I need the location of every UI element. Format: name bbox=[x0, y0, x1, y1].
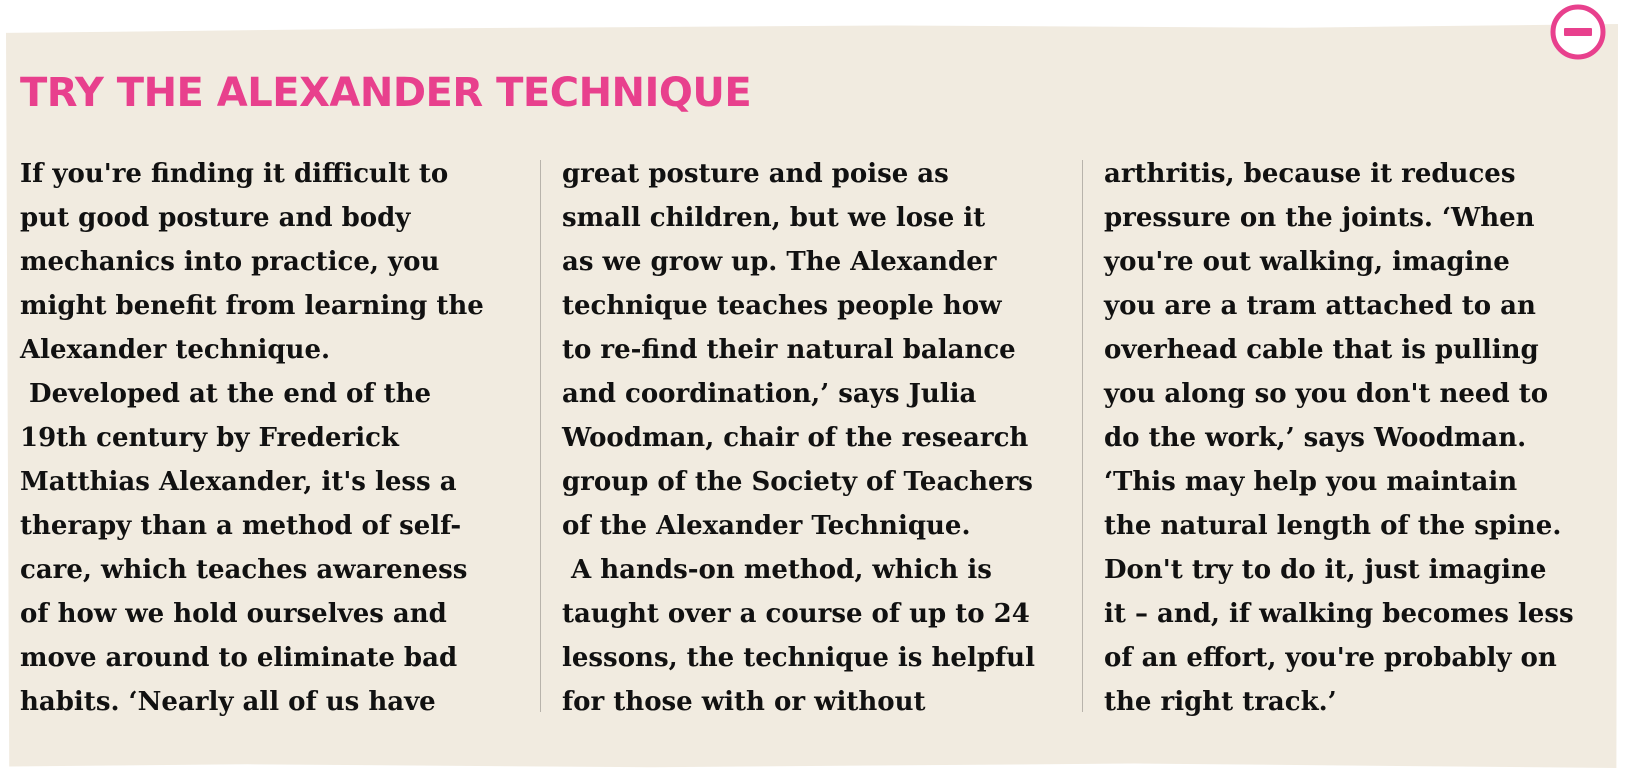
article-column-3 bbox=[1104, 152, 1574, 724]
column-divider bbox=[1082, 160, 1083, 712]
text-line: care, which teaches awareness bbox=[20, 555, 468, 585]
text-line: the natural length of the spine. bbox=[1104, 511, 1562, 541]
column-divider bbox=[540, 160, 541, 712]
text-line: technique teaches people how bbox=[562, 291, 1002, 321]
text-line: group of the Society of Teachers bbox=[562, 467, 1033, 497]
text-line: 19th century by Frederick bbox=[20, 423, 399, 453]
text-line: Alexander technique. bbox=[20, 335, 331, 365]
text-line: great posture and poise as bbox=[562, 159, 949, 189]
article-title: TRY THE ALEXANDER TECHNIQUE bbox=[20, 70, 752, 116]
text-line: Woodman, chair of the research bbox=[562, 423, 1029, 453]
text-line: for those with or without bbox=[562, 687, 926, 717]
text-line: of an effort, you're probably on bbox=[1104, 643, 1557, 673]
text-line: Matthias Alexander, it's less a bbox=[20, 467, 457, 497]
text-line: Developed at the end of the bbox=[20, 379, 432, 409]
text-line: habits. ‘Nearly all of us have bbox=[20, 687, 436, 717]
text-line: small children, but we lose it bbox=[562, 203, 986, 233]
text-line: ‘This may help you maintain bbox=[1104, 467, 1518, 497]
text-line: If you're finding it difficult to bbox=[20, 159, 449, 189]
text-line: you're out walking, imagine bbox=[1104, 247, 1510, 277]
text-line: of the Alexander Technique. bbox=[562, 511, 971, 541]
text-line: Don't try to do it, just imagine bbox=[1104, 555, 1547, 585]
text-line: might benefit from learning the bbox=[20, 291, 484, 321]
text-line: it – and, if walking becomes less bbox=[1104, 599, 1574, 629]
text-line: and coordination,’ says Julia bbox=[562, 379, 977, 409]
text-line: overhead cable that is pulling bbox=[1104, 335, 1539, 365]
text-line: mechanics into practice, you bbox=[20, 247, 440, 277]
minus-circle-icon[interactable] bbox=[1550, 4, 1606, 60]
text-line: arthritis, because it reduces bbox=[1104, 159, 1516, 189]
text-line: you along so you don't need to bbox=[1104, 379, 1549, 409]
text-line: put good posture and body bbox=[20, 203, 411, 233]
text-line: therapy than a method of self- bbox=[20, 511, 462, 541]
text-line: of how we hold ourselves and bbox=[20, 599, 447, 629]
text-line: you are a tram attached to an bbox=[1104, 291, 1536, 321]
text-line: the right track.’ bbox=[1104, 687, 1337, 717]
text-line: to re-find their natural balance bbox=[562, 335, 1016, 365]
text-line: lessons, the technique is helpful bbox=[562, 643, 1035, 673]
text-line: as we grow up. The Alexander bbox=[562, 247, 997, 277]
text-line: pressure on the joints. ‘When bbox=[1104, 203, 1535, 233]
text-line: do the work,’ says Woodman. bbox=[1104, 423, 1527, 453]
text-line: move around to eliminate bad bbox=[20, 643, 458, 673]
article-column-1 bbox=[20, 152, 484, 724]
text-line: A hands-on method, which is bbox=[562, 555, 992, 585]
text-line: taught over a course of up to 24 bbox=[562, 599, 1030, 629]
article-column-2 bbox=[562, 152, 1035, 724]
